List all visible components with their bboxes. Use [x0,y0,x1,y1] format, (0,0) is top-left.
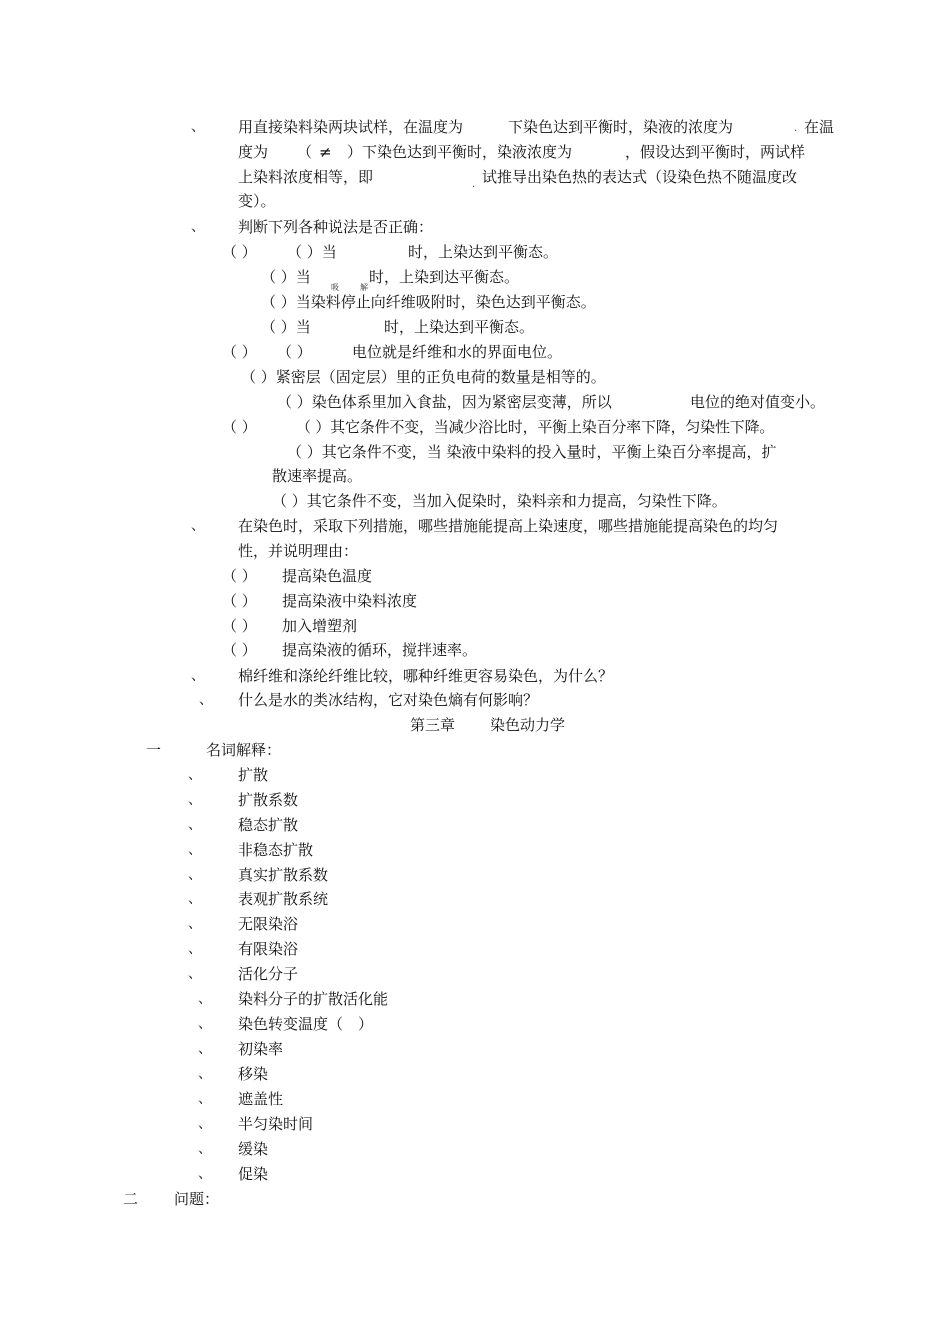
item-separator: 、 [188,867,202,883]
q6-option-paren: （ ） [222,592,257,610]
q4-line2-e: ，假设达到平衡时，两试样 [625,143,806,161]
item-separator: 、 [191,518,205,534]
term-item: 扩散 [238,766,269,784]
q4-line4: 变）。 [238,192,276,210]
q5-b1-b: 电位就是纤维和水的界面电位。 [352,343,563,361]
q4-line1-a: 用直接染料染两块试样，在温度为 [238,118,464,136]
term-item: 缓染 [238,1140,269,1158]
q6-option-paren: （ ） [222,567,257,585]
item-separator: 、 [198,1141,212,1157]
q4-line1-c: 在温 [804,118,835,136]
q5-a2-a: （ ）当 [261,268,311,286]
term-item: 无限染浴 [238,915,299,933]
formula-placeholder-mark: . [472,179,476,190]
q5-a2-subscript-1: 吸 [331,283,339,292]
item-separator: 、 [198,1066,212,1082]
q5-b2: （ ）紧密层（固定层）里的正负电荷的数量是相等的。 [241,368,606,386]
item-separator: 、 [188,966,202,982]
item-separator: 、 [198,1166,212,1182]
term-item: 促染 [238,1165,269,1183]
q5-b3-a: （ ）染色体系里加入食盐，因为紧密层变薄，所以 [277,393,612,411]
item-separator: 、 [199,692,213,708]
q4-line2-c: ≠ [319,143,332,161]
item-separator: 、 [198,1091,212,1107]
term-item: 表观扩散系统 [238,890,329,908]
item-separator: 、 [198,1016,212,1032]
section-number: 一 [146,741,162,759]
q6-option-text: 提高染液的循环，搅拌速率。 [282,641,478,659]
q4-line2-b: （ [297,143,313,161]
chapter-title: 染色动力学 [490,716,566,734]
q6-line2: 性，并说明理由： [238,542,359,560]
item-separator: 、 [188,792,202,808]
q5-c1: （ ）其它条件不变，当减少浴比时，平衡上染百分率下降，匀染性下降。 [296,418,775,436]
q6-option-text: 提高染色温度 [282,567,373,585]
q4-line3-b: 试推导出染色热的表达式（设染色热不随温度改 [482,168,798,186]
term-item: 稳态扩散 [238,816,299,834]
q5-b1-a: （ ） [277,343,312,361]
item-separator: 、 [188,767,202,783]
term-item: 初染率 [238,1040,284,1058]
section-title: 问题： [174,1190,220,1208]
item-separator: 、 [188,916,202,932]
item-separator: 、 [191,119,205,135]
q5-a1-a: （ ）当 [287,243,337,261]
q5-a1-b: 时，上染达到平衡态。 [408,243,559,261]
q7-text: 棉纤维和涤纶纤维比较，哪种纤维更容易染色，为什么？ [238,667,614,685]
q5-a4-a: （ ）当 [261,318,311,336]
term-item: 扩散系数 [238,791,299,809]
item-separator: 、 [191,219,205,235]
term-item: 真实扩散系数 [238,866,329,884]
q5-c2-a: （ ）其它条件不变，当 染液中染料的投入量时，平衡上染百分率提高，扩 [287,443,777,461]
q5-c-paren: （ ） [222,418,257,436]
term-item: 活化分子 [238,965,299,983]
formula-placeholder-mark: . [794,123,798,134]
term-item: 染色转变温度（ ） [238,1015,374,1033]
q5-c3: （ ）其它条件不变，当加入促染时，染料亲和力提高，匀染性下降。 [272,492,727,510]
section-title: 名词解释： [206,741,282,759]
item-separator: 、 [198,1116,212,1132]
q6-option-paren: （ ） [222,641,257,659]
chapter-number: 第三章 [410,716,456,734]
q4-line2-d: ）下染色达到平衡时，染液浓度为 [347,143,573,161]
item-separator: 、 [191,668,205,684]
q6-option-text: 提高染液中染料浓度 [282,592,418,610]
q5-b3-b: 电位的绝对值变小。 [690,393,826,411]
item-separator: 、 [198,991,212,1007]
q4-line2-a: 度为 [238,143,269,161]
q6-line1: 在染色时，采取下列措施，哪些措施能提高上染速度，哪些措施能提高染色的均匀 [238,517,779,535]
item-separator: 、 [188,941,202,957]
q5-a4-b: 时，上染达到平衡态。 [384,318,535,336]
q5-a-paren: （ ） [222,243,257,261]
q5-c2-b: 散速率提高。 [272,467,363,485]
q5-a2-b: 时，上染到达平衡态。 [369,268,520,286]
term-item: 有限染浴 [238,940,299,958]
item-separator: 、 [198,1041,212,1057]
q6-option-text: 加入增塑剂 [282,617,358,635]
q6-option-paren: （ ） [222,617,257,635]
item-separator: 、 [188,817,202,833]
q5-b-paren: （ ） [222,343,257,361]
q5-a2-subscript-2: 解 [360,283,368,292]
term-item: 半匀染时间 [238,1115,314,1133]
q5-a3: （ ）当染料停止向纤维吸附时，染色达到平衡态。 [261,293,596,311]
q4-line1-b: 下染色达到平衡时，染液的浓度为 [508,118,734,136]
q4-line3-a: 上染料浓度相等，即 [238,168,374,186]
term-item: 染料分子的扩散活化能 [238,990,389,1008]
q8-text: 什么是水的类冰结构，它对染色熵有何影响？ [238,691,539,709]
section-number: 二 [123,1190,139,1208]
term-item: 非稳态扩散 [238,841,314,859]
item-separator: 、 [188,842,202,858]
term-item: 遮盖性 [238,1090,284,1108]
q5-title: 判断下列各种说法是否正确： [238,218,434,236]
term-item: 移染 [238,1065,269,1083]
item-separator: 、 [188,891,202,907]
